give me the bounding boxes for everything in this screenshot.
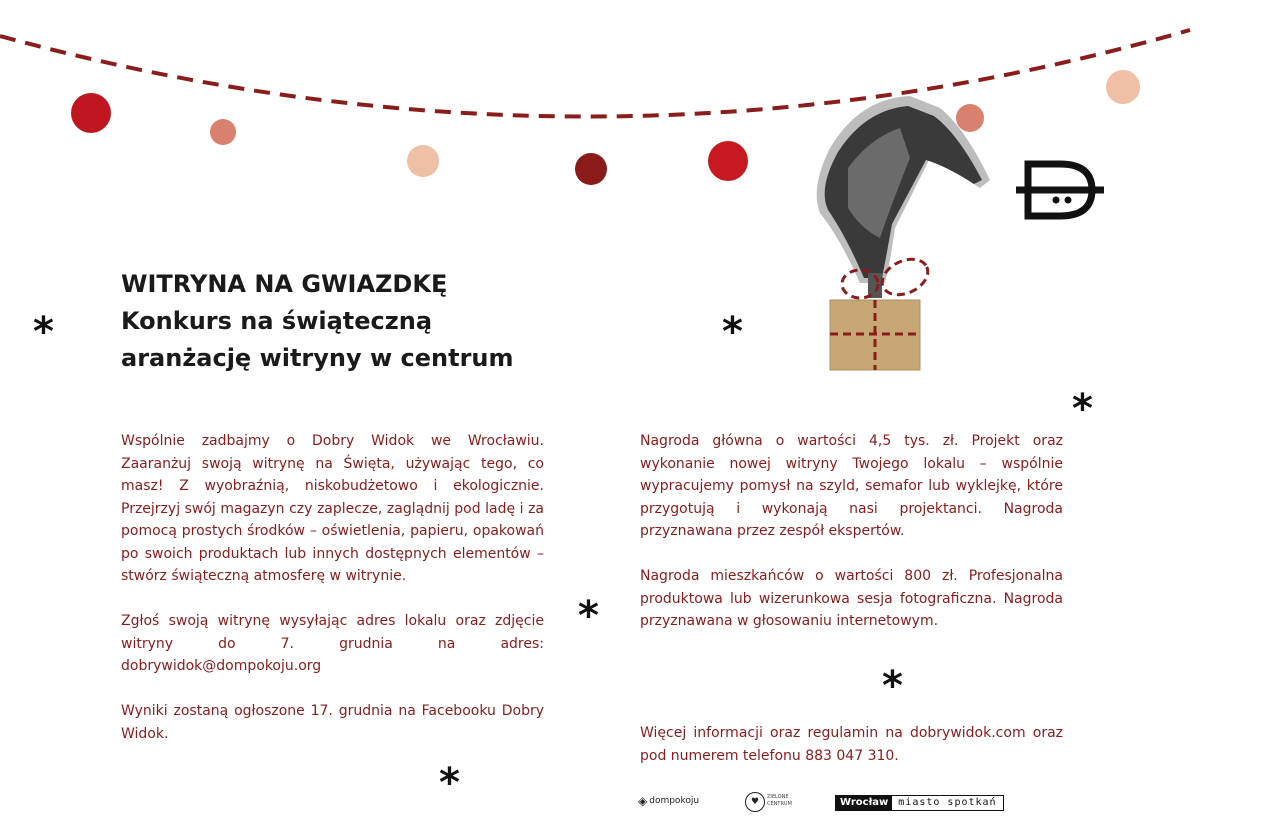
ornament-3 — [407, 145, 439, 177]
results-paragraph: Wyniki zostaną ogłoszone 17. grudnia na Facebooku Dobry Widok. — [121, 703, 544, 742]
ornament-4 — [575, 153, 607, 185]
ornament-2 — [210, 119, 236, 145]
dompokoju-mark-icon: ◈ — [638, 794, 648, 808]
submission-paragraph: Zgłoś swoją witrynę wysyłając adres lokalu oraz zdjęcie witryny do 7. grudnia na adres: dobrywidok@dompokoju.org — [121, 613, 544, 674]
asterisk-decoration: * — [722, 309, 743, 355]
asterisk-decoration: * — [882, 663, 903, 709]
title-line-2: Konkurs na świąteczną — [121, 307, 433, 335]
dompokoju-logo-text: dompokoju — [649, 796, 700, 806]
main-prize-paragraph: Nagroda główna o wartości 4,5 tys. zł. Projekt oraz wykonanie nowej witryny Twojego lokalu – wspólnie wypracujemy pomysł na szyld, semafor lub wyklejkę, które przygotują i wykonają nasi projektanci. Nagroda przyznawana przez zespół ekspertów. — [640, 433, 1063, 539]
dobry-widok-logo-icon — [1010, 150, 1110, 230]
asterisk-decoration: * — [1072, 386, 1093, 432]
wroclaw-logo-part2: miasto spotkań — [898, 797, 997, 808]
title-line-1: WITRYNA NA GWIAZDKĘ — [121, 270, 448, 298]
asterisk-decoration: * — [439, 760, 460, 806]
zielone-centrum-logo-text: ZIELONE CENTRUM — [767, 794, 792, 807]
dompokoju-logo — [638, 794, 699, 808]
ornament-1 — [71, 93, 111, 133]
right-column — [640, 430, 1063, 764]
residents-prize-paragraph: Nagroda mieszkańców o wartości 800 zł. Profesjonalna produktowa lub wizerunkowa sesja fotograficzna. Nagroda przyznawana w głosowaniu internetowym. — [640, 568, 1063, 629]
intro-paragraph: Wspólnie zadbajmy o Dobry Widok we Wrocławiu. Zaaranżuj swoją witrynę na Święta, używając tego, co masz! Z wyobraźnią, niskobudżetowo i ekologicznie. Przejrzyj swój magazyn czy zaplecze, zaglądnij pod ladę i za pomocą prostych środków – oświetlenia, papieru, opakowań po swoich produktach lub innych dostępnych elementów – stwórz świąteczną atmosferę w witrynie. — [121, 433, 544, 584]
title-line-3: aranżację witryny w centrum — [121, 344, 514, 372]
ornament-7 — [1106, 70, 1140, 104]
partner-logos — [638, 792, 1018, 816]
ornament-5 — [708, 141, 748, 181]
left-column — [121, 430, 544, 768]
woman-on-gift-illustration — [800, 88, 1000, 378]
wroclaw-logo — [835, 795, 1004, 811]
asterisk-decoration: * — [578, 593, 599, 639]
garland-string — [0, 30, 1190, 117]
zielone-centrum-logo-icon: ♥ — [745, 792, 765, 812]
more-info-paragraph: Więcej informacji oraz regulamin na dobrywidok.com oraz pod numerem telefonu 883 047 310. — [640, 725, 1063, 764]
wroclaw-logo-part1: Wrocław — [836, 796, 892, 810]
title-block — [121, 266, 591, 377]
asterisk-decoration: * — [33, 309, 54, 355]
